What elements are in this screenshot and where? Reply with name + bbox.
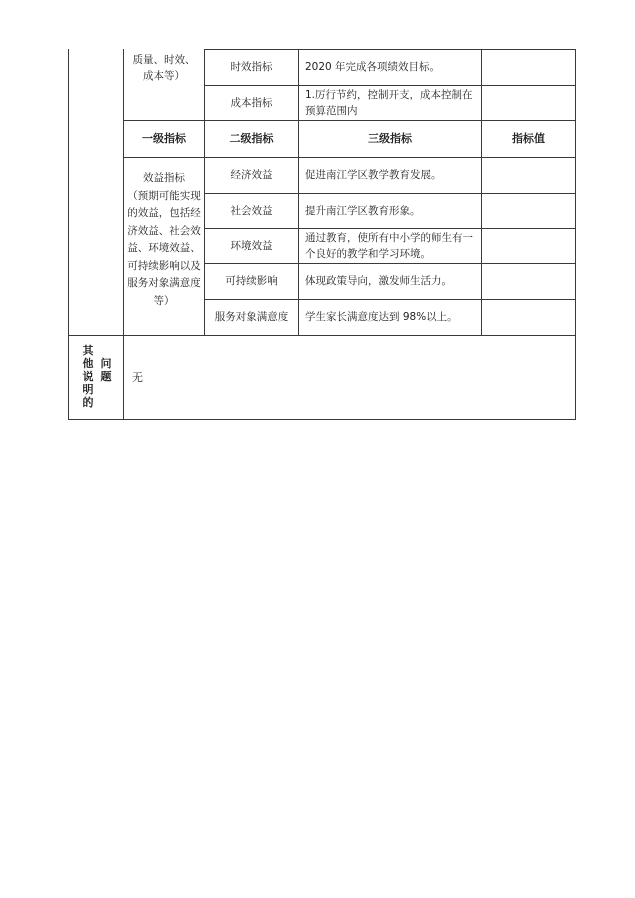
secondary-indicator: 成本指标	[230, 97, 273, 109]
tertiary-indicator: 通过教育，使所有中小学的师生有一个良好的教学和学习环境。	[305, 232, 473, 260]
rule	[123, 157, 576, 158]
secondary-indicator: 时效指标	[230, 61, 273, 73]
secondary-indicator: 经济效益	[230, 169, 273, 181]
tertiary-indicator: 2020 年完成各项绩效目标。	[305, 61, 441, 73]
tertiary-indicator: 学生家长满意度达到 98%以上。	[305, 311, 458, 323]
header-level2: 二级指标	[229, 132, 274, 145]
category-label-benefit: 效益指标 （预期可能实现的效益，包括经济效益、社会效益、环境效益、可持续影响以及服务对象满意度等）	[127, 172, 201, 307]
header-value: 指标值	[512, 132, 545, 145]
rule	[204, 49, 205, 336]
rule	[204, 193, 576, 194]
tertiary-indicator: 体现政策导向，激发师生活力。	[305, 275, 452, 287]
rule	[123, 49, 124, 420]
other-issues-content: 无	[132, 371, 143, 384]
secondary-indicator: 社会效益	[230, 205, 273, 217]
rule	[204, 299, 576, 300]
header-level1: 一级指标	[142, 132, 186, 145]
rule	[204, 228, 576, 229]
rule	[481, 49, 482, 336]
rule	[68, 49, 69, 420]
rule	[68, 335, 576, 336]
rule	[204, 263, 576, 264]
rule	[204, 85, 576, 86]
rule	[575, 49, 576, 420]
secondary-indicator: 服务对象满意度	[214, 311, 289, 323]
rule	[204, 49, 576, 50]
secondary-indicator: 环境效益	[230, 240, 273, 252]
header-level3: 三级指标	[368, 132, 412, 145]
secondary-indicator: 可持续影响	[225, 275, 278, 287]
category-label-quality: 质量、时效、 成本等）	[132, 54, 196, 82]
tertiary-indicator: 1.厉行节约，控制开支，成本控制在预算范围内	[305, 89, 473, 117]
rule	[123, 120, 576, 121]
other-issues-label: 其 他 说 明 的	[82, 344, 94, 409]
tertiary-indicator: 促进南江学区教学教育发展。	[305, 169, 442, 181]
tertiary-indicator: 提升南江学区教育形象。	[305, 205, 421, 217]
rule	[298, 49, 299, 336]
rule	[68, 419, 576, 420]
other-issues-label-suffix: 问 题	[100, 357, 112, 383]
